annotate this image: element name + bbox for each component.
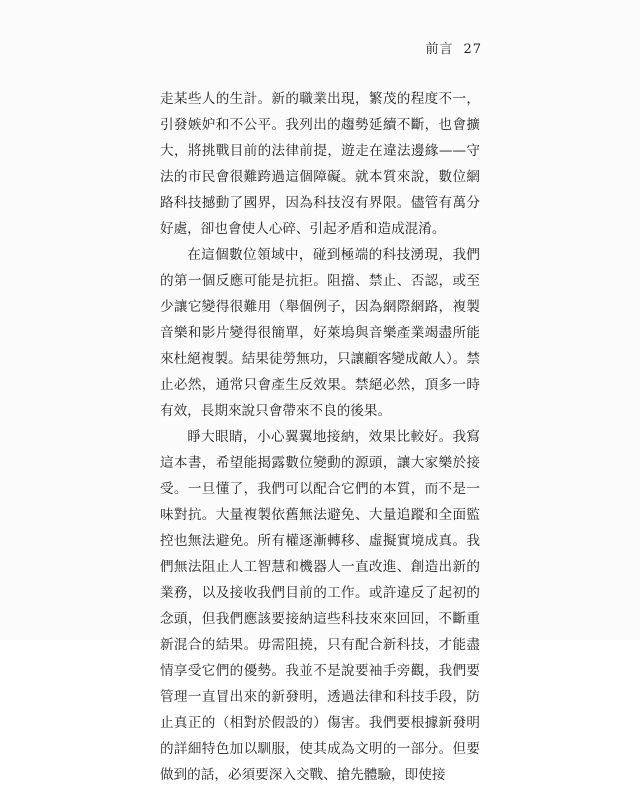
paragraph: 在這個數位領域中，碰到極端的科技湧現，我們的第一個反應可能是抗拒。阻擋、禁止、否認，或至少讓它變得很難用（舉個例子，因為網際網路，複製音樂和影片變得很簡單，好萊塢與音樂產業竭盡所能來杜絕複製。結果徒勞無功，只讓顧客變成敵人）。禁止必然，通常只會產生反效果。禁絕必然，頂多一時有效，長期來說只會帶來不良的後果。 [160,247,480,419]
paragraph: 睜大眼睛，小心翼翼地接納，效果比較好。我寫這本書，希望能揭露數位變動的源頭，讓大家樂於接受。一旦懂了，我們可以配合它們的本質，而不是一味對抗。大量複製依舊無法避免、大量追蹤和全面監控也無法避免。所有權逐漸轉移、虛擬實境成真。我們無法阻止人工智慧和機器人一直改進、創造出新的業務，以及接收我們目前的工作。或許違反了起初的念頭，但我們應該要接納這些科技來來回回，不斷重新混合的結果。毋需阻撓，只有配合新科技，才能盡情享受它們的優勢。我並不是說要袖手旁觀，我們要管理一直冒出來的新發明，透過法律和科技手段，防止真正的（相對於假設的）傷害。我們要根據新發明的詳細特色加以馴服，使其成為文明的一部分。但要做到的話，必須要深入交戰、搶先體驗，即使接 [160,429,480,783]
paragraph-continued: 走某些人的生計。新的職業出現，繁茂的程度不一，引發嫉妒和不公平。我列出的趨勢延續不斷，也會擴大，將挑戰目前的法律前提，遊走在違法邊緣——守法的市民會很難跨過這個障礙。就本質來說，數位網路科技撼動了國界，因為科技沒有界限。儘管有萬分好處，卻也會使人心碎、引起矛盾和造成混淆。 [160,91,480,237]
section-title: 前言 [425,42,454,57]
running-head [415,38,482,57]
body-text [160,86,480,788]
page-number: 27 [463,42,482,57]
